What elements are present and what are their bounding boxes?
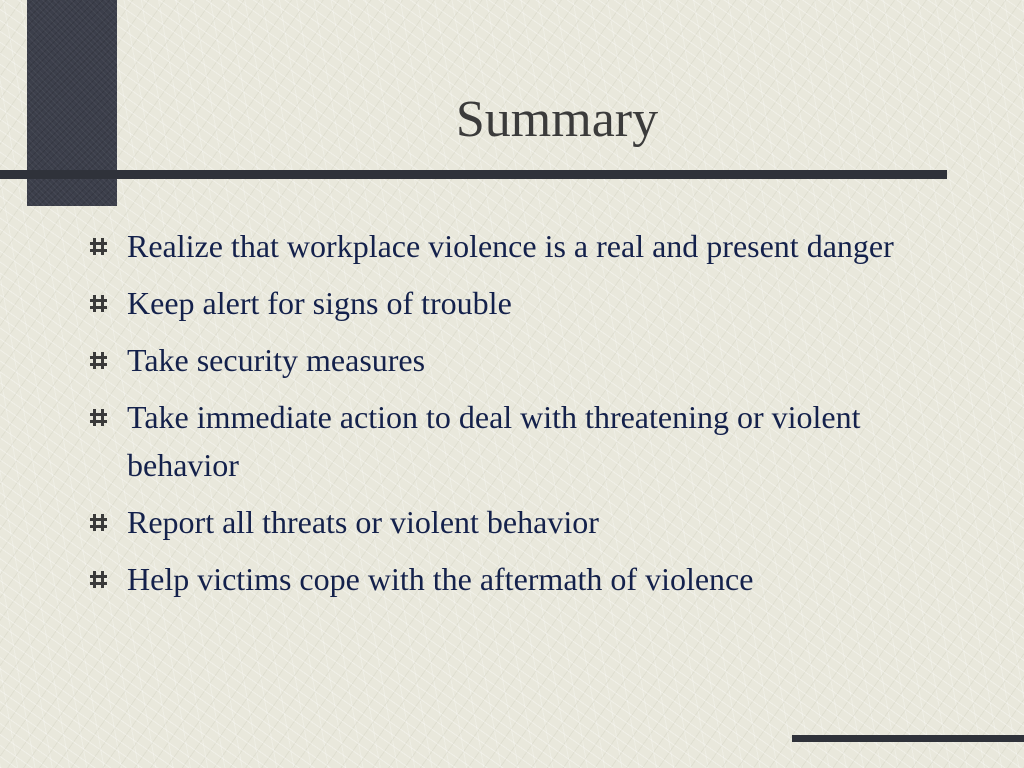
bullet-text: Take security measures: [127, 342, 426, 378]
cross-hatch-bullet-icon: [90, 295, 107, 312]
cross-hatch-bullet-icon: [90, 514, 107, 531]
bullet-item: [88, 222, 948, 270]
cross-hatch-bullet-icon: [90, 352, 107, 369]
bullet-item: [88, 279, 948, 327]
title-divider-rule: [0, 170, 947, 179]
bullet-item: [88, 555, 948, 603]
bullet-text: Take immediate action to deal with threatening or violent behavior: [127, 399, 861, 483]
slide-title: Summary: [455, 91, 659, 148]
bullet-text: Help victims cope with the aftermath of violence: [127, 561, 754, 597]
footer-divider-rule: [792, 735, 1024, 742]
bullet-text: Realize that workplace violence is a real and present danger: [127, 228, 894, 264]
bullet-item: [88, 393, 948, 489]
cross-hatch-bullet-icon: [90, 571, 107, 588]
bullet-item: [88, 336, 948, 384]
cross-hatch-bullet-icon: [90, 238, 107, 255]
bullet-item: [88, 498, 948, 546]
cross-hatch-bullet-icon: [90, 409, 107, 426]
bullet-text: Report all threats or violent behavior: [127, 504, 599, 540]
bullet-list: [88, 222, 948, 612]
bullet-text: Keep alert for signs of trouble: [127, 285, 512, 321]
